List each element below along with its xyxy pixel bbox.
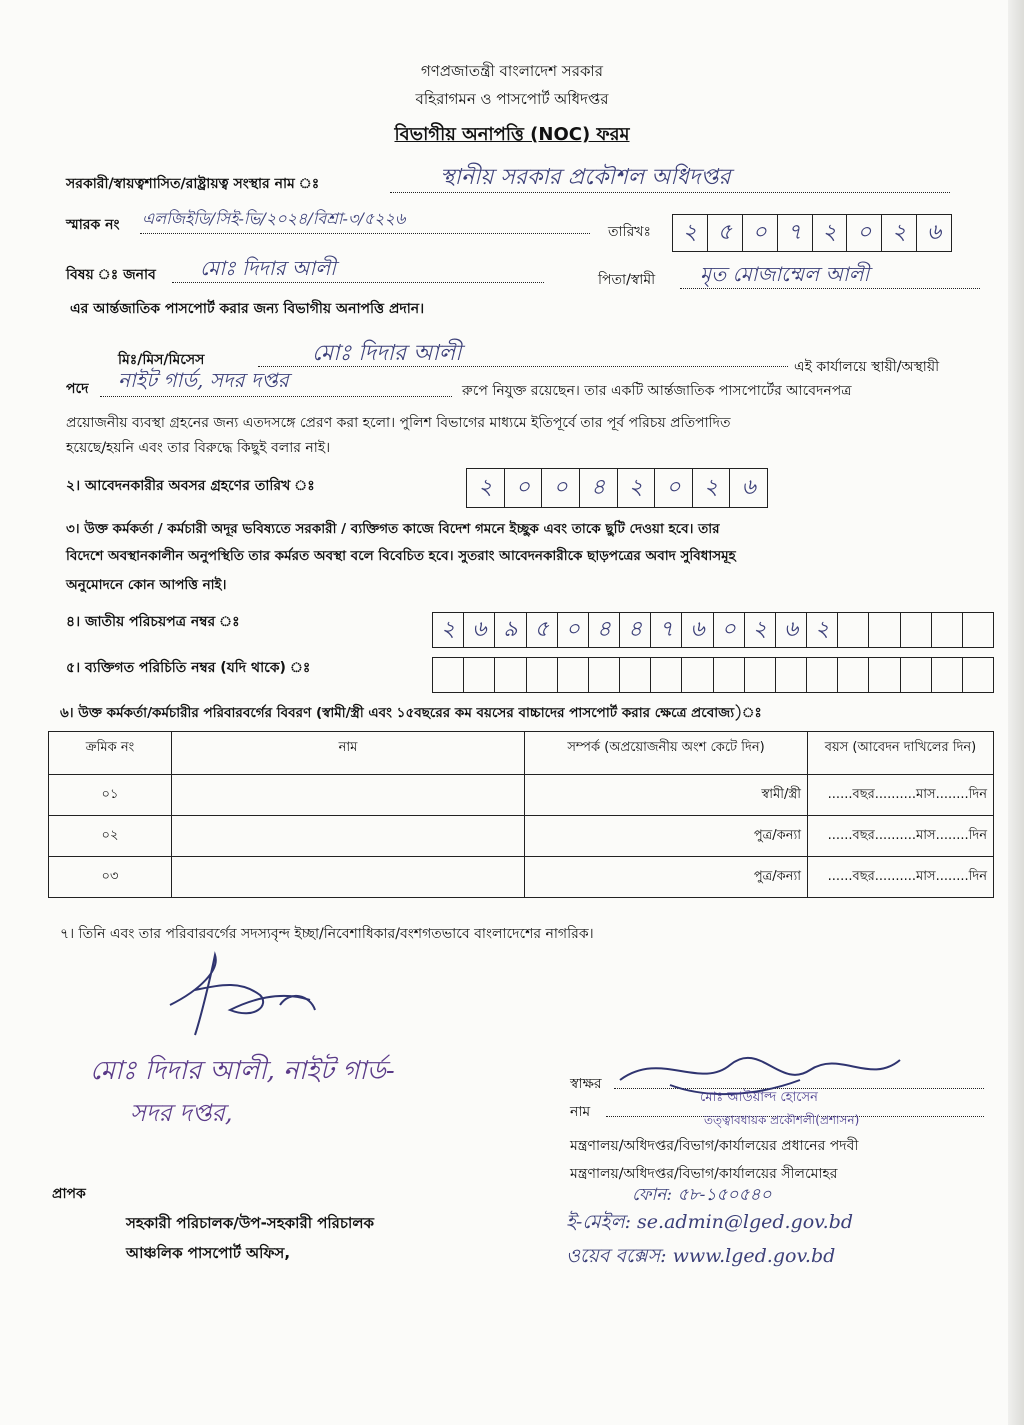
header-relation: সম্পর্ক (অপ্রয়োজনীয় অংশ কেটে দিন) (525, 732, 808, 775)
org-label: সরকারী/স্বায়ত্বশাসিত/রাষ্ট্রায়ত্ব সংস্থার নাম ঃ (66, 176, 320, 192)
nid-boxes[interactable] (432, 612, 994, 648)
sign-label: স্বাক্ষর (570, 1076, 602, 1092)
row-serial: ০৩ (49, 857, 172, 898)
date-digit: ০ (847, 215, 882, 251)
date-digit: ০ (743, 215, 778, 251)
digit-box (807, 658, 838, 692)
digit-box (838, 658, 869, 692)
table-row (49, 816, 994, 857)
header-name: নাম (172, 732, 525, 775)
digit-box: ০ (714, 613, 745, 647)
digit-box (558, 658, 589, 692)
digit-box (869, 658, 900, 692)
mr-label: মিঃ/মিস/মিসেস (118, 352, 205, 368)
digit-box (932, 658, 963, 692)
item3-line2: বিদেশে অবস্থানকালীন অনুপস্থিতি তার কর্মরত অবস্থা বলে বিবেচিত হবে। সুতরাং আবেদনকারীকে ছাড়পত্রের অবাদ সুবিধাসমূহ (66, 548, 736, 564)
memo-value[interactable]: এলজিইডি/সিই-ভি/২০২৪/বিশ্রা-৩/৫২২৬ (142, 209, 406, 228)
digit-box (464, 658, 495, 692)
org-value[interactable]: স্থানীয় সরকার প্রকৌশল অধিদপ্তর (440, 165, 731, 190)
memo-label: স্মারক নং (66, 217, 120, 233)
digit-box (682, 658, 713, 692)
subject-name[interactable]: মোঃ দিদার আলী (200, 256, 336, 280)
subject-line2: এর আর্ন্তজাতিক পাসপোর্ট করার জন্য বিভাগীয় অনাপত্তি প্রদান। (70, 301, 425, 317)
pin-boxes[interactable] (432, 657, 994, 693)
date-digit: ৫ (708, 215, 743, 251)
family-table (48, 731, 994, 898)
applicant-post-hw: সদর দপ্তর, (130, 1099, 233, 1127)
mr-value[interactable]: মোঃ দিদার আলী (312, 341, 462, 366)
row-age[interactable]: ......বছর..........মাস........দিন (808, 775, 994, 816)
digit-box (869, 613, 900, 647)
digit-box: ৭ (651, 613, 682, 647)
retirement-digit: ০ (542, 469, 580, 507)
post-text: রুপে নিযুক্ত রয়েছেন। তার একটি আর্ন্তজাতিক পাসপোর্টের আবেদনপত্র (462, 383, 852, 399)
item7-text: ৭। তিনি এবং তার পরিবারবর্গের সদস্যবৃন্দ ইচ্ছা/নিবেশাধিকার/বংশগতভাবে বাংলাদেশের নাগরিক। (60, 926, 594, 942)
retirement-digit: ০ (655, 469, 693, 507)
digit-box (745, 658, 776, 692)
row-serial: ০২ (49, 816, 172, 857)
digit-box (901, 613, 932, 647)
row-name[interactable] (172, 775, 525, 816)
retirement-digit: ২ (693, 469, 731, 507)
recipient-line1: সহকারী পরিচালক/উপ-সহকারী পরিচালক (126, 1214, 375, 1232)
digit-box (651, 658, 682, 692)
memo-date-boxes[interactable] (672, 214, 952, 252)
header-department: বহিরাগমন ও পাসপোর্ট অধিদপ্তর (415, 90, 609, 108)
row-relation[interactable]: পুত্র/কন্যা (525, 816, 808, 857)
seal-label: মন্ত্রণালয়/অধিদপ্তর/বিভাগ/কার্যালয়ের সীলমোহর (570, 1166, 838, 1182)
digit-box (495, 658, 526, 692)
retirement-digit: ৬ (741, 475, 756, 500)
digit-box (433, 658, 464, 692)
retirement-label: ২। আবেদনকারীর অবসর গ্রহণের তারিখ ঃ (66, 478, 315, 494)
stamp-title: তত্ত্বাবধায়ক প্রকৌশলী(প্রশাসন) (704, 1113, 860, 1127)
nid-label: ৪। জাতীয় পরিচয়পত্র নম্বর ঃ (66, 614, 240, 630)
header-government: গণপ্রজাতন্ত্রী বাংলাদেশ সরকার (420, 62, 604, 80)
table-row (49, 857, 994, 898)
email-hw: ই-মেইল: se.admin@lged.gov.bd (566, 1211, 854, 1233)
row-name[interactable] (172, 816, 525, 857)
name-label: নাম (570, 1104, 591, 1120)
digit-box: ৯ (495, 613, 526, 647)
stamp-name: মোঃ আউয়াল্দ হোসেন (700, 1090, 818, 1105)
retirement-digit: ২ (618, 469, 656, 507)
digit-box (714, 658, 745, 692)
body-line4: হয়েছে/হয়নি এবং তার বিরুদ্ধে কিছুই বলার নাই। (66, 440, 331, 456)
form-title: বিভাগীয় অনাপত্তি (NOC) ফরম (394, 124, 630, 145)
date-label: তারিখঃ (608, 224, 651, 240)
date-digit: ৬ (926, 220, 942, 245)
phone-hw: ফোন: ৫৮-১৫০৫৪০ (632, 1185, 772, 1205)
digit-box (963, 613, 993, 647)
website-hw: ওয়েব বক্সেস: www.lged.gov.bd (566, 1245, 836, 1267)
recipient-label: প্রাপক (52, 1186, 86, 1202)
row-relation[interactable]: পুত্র/কন্যা (525, 857, 808, 898)
family-table-header (49, 732, 994, 775)
digit-box: ৪ (589, 613, 620, 647)
office-text: এই কার্যালয়ে স্থায়ী/অস্থায়ী (794, 359, 940, 375)
digit-box: ২ (433, 613, 464, 647)
row-age[interactable]: ......বছর..........মাস........দিন (808, 816, 994, 857)
digit-box (838, 613, 869, 647)
date-digit: ২ (673, 215, 708, 251)
retirement-digit: ০ (505, 469, 543, 507)
date-digit: ২ (813, 215, 848, 251)
row-age[interactable]: ......বছর..........মাস........দিন (808, 857, 994, 898)
digit-box: ২ (807, 613, 838, 647)
digit-box: ২ (745, 613, 776, 647)
date-digit: ৭ (778, 215, 813, 251)
applicant-name-hw: মোঃ দিদার আলী, নাইট গার্ড- (90, 1056, 395, 1086)
pin-label: ৫। ব্যক্তিগত পরিচিতি নম্বর (যদি থাকে) ঃ (66, 660, 311, 676)
father-label: পিতা/স্বামী (598, 272, 656, 288)
page-edge (1008, 0, 1024, 1425)
retirement-digit: ২ (467, 469, 505, 507)
post-label: পদে (66, 381, 89, 397)
header-serial: ক্রমিক নং (49, 732, 172, 775)
digit-box (776, 658, 807, 692)
retirement-digit: ৪ (580, 469, 618, 507)
post-value[interactable]: নাইট গার্ড, সদর দপ্তর (118, 368, 289, 392)
memo-dotline (140, 233, 590, 234)
recipient-line2: আঞ্চলিক পাসপোর্ট অফিস, (126, 1244, 291, 1262)
digit-box (589, 658, 620, 692)
item3-line1: ৩। উক্ত কর্মকর্তা / কর্মচারী অদূর ভবিষ্যতে সরকারী / ব্যক্তিগত কাজে বিদেশ গমনে ইচ্ছুক এবং তাকে ছুটি দেওয়া হবে। তার (66, 521, 720, 537)
digit-box (901, 658, 932, 692)
digit-box: ৬ (682, 613, 713, 647)
item3-line3: অনুমোদনে কোন আপত্তি নাই। (66, 577, 227, 593)
subject-label: বিষয় ঃ জনাব (66, 267, 156, 283)
row-name[interactable] (172, 857, 525, 898)
table-row (49, 775, 994, 816)
family-label: ৬। উক্ত কর্মকর্তা/কর্মচারীর পরিবারবর্গের বিবরণ (স্বামী/স্ত্রী এবং ১৫বছরের কম বয়সের বাচ্চাদের পাসপোর্ট করার ক্ষেত্রে প্রবোজ্য)ঃ (60, 705, 762, 721)
father-value[interactable]: মৃত মোজাম্মেল আলী (700, 262, 870, 286)
digit-box (620, 658, 651, 692)
date-digit: ২ (882, 215, 917, 251)
designation-label: মন্ত্রণালয়/অধিদপ্তর/বিভাগ/কার্যালয়ের প্রধানের পদবী (570, 1138, 859, 1154)
retirement-date-boxes[interactable] (466, 468, 768, 508)
digit-box (963, 658, 993, 692)
row-relation[interactable]: স্বামী/স্ত্রী (525, 775, 808, 816)
digit-box: ৪ (620, 613, 651, 647)
digit-box (932, 613, 963, 647)
row-serial: ০১ (49, 775, 172, 816)
digit-box: ৫ (527, 613, 558, 647)
digit-box: ৬ (776, 613, 807, 647)
digit-box: ০ (558, 613, 589, 647)
body-line3: প্রয়োজনীয় ব্যবস্থা গ্রহনের জন্য এতদসঙ্গে প্রেরণ করা হলো। পুলিশ বিভাগের মাধ্যমে ইতিপূর্বে তার পূর্ব পরিচয় প্রতিপাদিত (66, 415, 731, 431)
digit-box: ৬ (464, 613, 495, 647)
applicant-signature (160, 950, 330, 1040)
digit-box (527, 658, 558, 692)
header-age: বয়স (আবেদন দাখিলের দিন) (808, 732, 994, 775)
